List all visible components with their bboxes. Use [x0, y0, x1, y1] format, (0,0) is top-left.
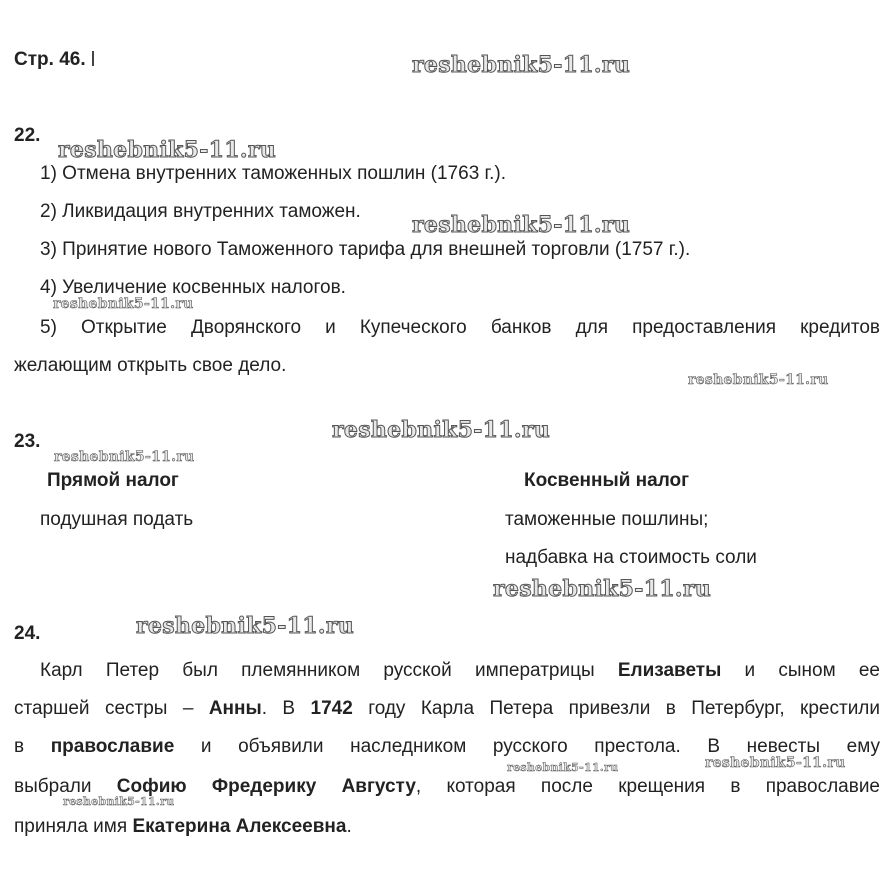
task-24-line: старшей сестры – Анны. В 1742 году Карла Петера привезли в Петербург, крестили — [14, 698, 881, 719]
task-24-number: 24. — [14, 623, 41, 644]
term-orthodoxy: православие — [50, 736, 175, 757]
task-22-item-continuation: желающим открыть свое дело. — [14, 355, 287, 376]
name-elizaveta: Елизаветы — [617, 660, 722, 681]
task-22-item: 5) Открытие Дворянского и Купеческого банков для предоставления кредитов — [40, 317, 880, 338]
indirect-tax-item: надбавка на стоимость соли — [505, 547, 757, 568]
watermark: reshebnik5-11.ru — [705, 755, 846, 771]
watermark: reshebnik5-11.ru — [63, 795, 175, 808]
year-1742: 1742 — [310, 698, 353, 719]
watermark: reshebnik5-11.ru — [53, 296, 194, 312]
task-22-item: 1) Отмена внутренних таможенных пошлин (1763 г.). — [40, 163, 507, 184]
watermark: reshebnik5-11.ru — [688, 372, 829, 388]
name-anna: Анны — [208, 698, 262, 719]
indirect-tax-item: таможенные пошлины; — [505, 509, 709, 530]
watermark: reshebnik5-11.ru — [58, 137, 277, 163]
watermark: reshebnik5-11.ru — [493, 576, 712, 602]
task-24-line: Карл Петер был племянником русской императрицы Елизаветы и сыном ее — [40, 660, 880, 681]
direct-tax-item: подушная подать — [40, 509, 194, 530]
watermark: reshebnik5-11.ru — [412, 212, 631, 238]
task-23-number: 23. — [14, 431, 41, 452]
name-sophia: Софию Фредерику Августу — [116, 776, 416, 797]
watermark: reshebnik5-11.ru — [136, 613, 355, 639]
watermark: reshebnik5-11.ru — [332, 417, 551, 443]
text-cursor — [92, 51, 94, 66]
direct-tax-header: Прямой налог — [47, 470, 179, 491]
task-24-line: приняла имя Екатерина Алексеевна. — [14, 816, 352, 837]
page-number: Стр. 46. — [14, 49, 86, 70]
task-22-item: 4) Увеличение косвенных налогов. — [40, 277, 346, 298]
indirect-tax-header: Косвенный налог — [524, 470, 690, 491]
task-22-item: 2) Ликвидация внутренних таможен. — [40, 201, 361, 222]
name-ekaterina: Екатерина Алексеевна — [132, 816, 347, 837]
watermark: reshebnik5-11.ru — [54, 449, 195, 465]
watermark: reshebnik5-11.ru — [507, 761, 619, 774]
task-22-number: 22. — [14, 125, 41, 146]
task-22-item: 3) Принятие нового Таможенного тарифа для внешней торговли (1757 г.). — [40, 239, 691, 260]
task-24-line: выбрали Софию Фредерику Августу, которая после крещения в православие — [14, 776, 880, 797]
watermark: reshebnik5-11.ru — [412, 52, 631, 78]
task-24-line: в православие и объявили наследником русского престола. В невесты ему — [14, 736, 880, 757]
page-header — [14, 49, 94, 71]
